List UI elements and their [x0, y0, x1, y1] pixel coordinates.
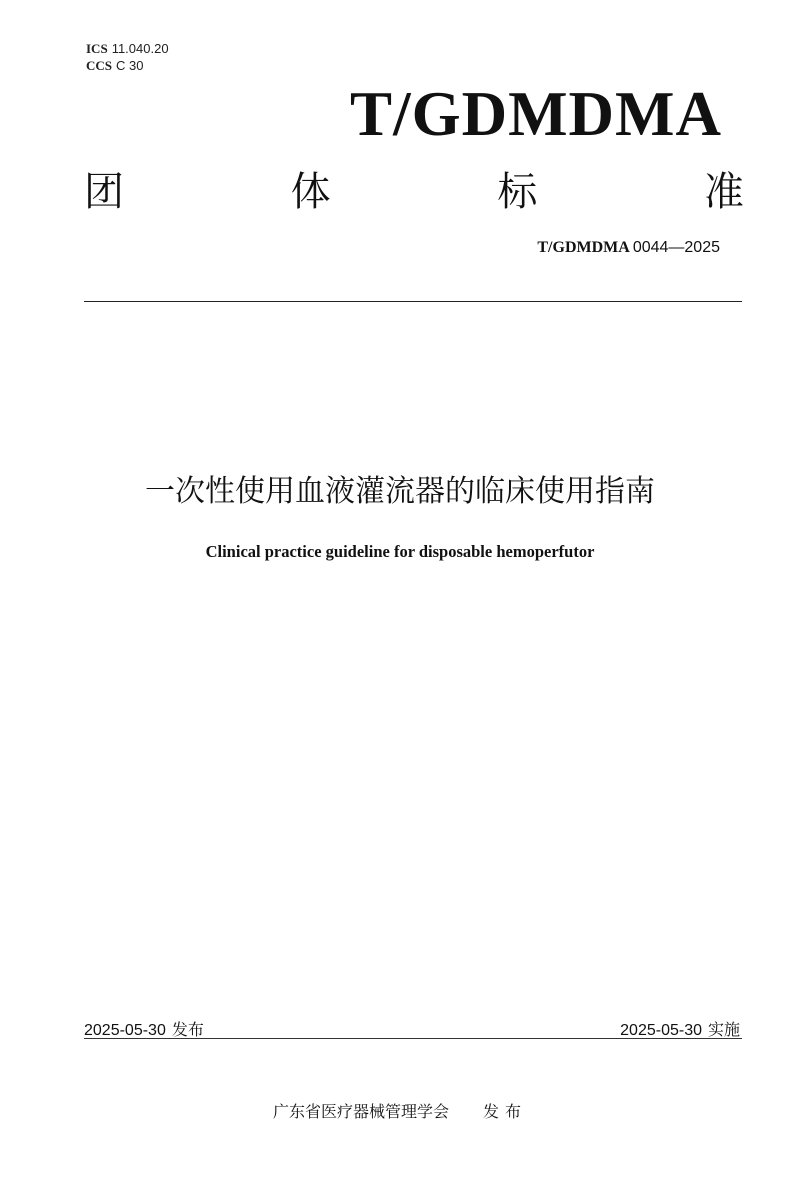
title-chinese: 一次性使用血液灌流器的临床使用指南 — [145, 474, 655, 509]
ccs-value: C 30 — [116, 58, 144, 73]
effective-date-line — [620, 1017, 740, 1040]
organization-code: T/GDMDMA — [350, 79, 722, 149]
standard-type — [84, 160, 744, 217]
issuer-name: 广东省医疗器械管理学会 — [272, 1102, 449, 1121]
header-divider — [84, 301, 742, 302]
issuer-line — [0, 1099, 800, 1122]
footer-divider — [84, 1038, 742, 1039]
ccs-code — [86, 57, 143, 74]
title-english: Clinical practice guideline for disposable hemoperfutor — [205, 542, 595, 561]
ics-label: ICS — [86, 41, 108, 56]
ics-value: 11.040.20 — [111, 41, 169, 56]
publish-date-line — [84, 1017, 204, 1040]
effective-label: 实施 — [707, 1020, 740, 1039]
publish-label: 发布 — [171, 1020, 204, 1039]
standard-type-char: 团 — [84, 169, 124, 215]
standard-number-value: 0044—2025 — [632, 239, 720, 256]
standard-number — [537, 237, 720, 257]
standard-type-char: 标 — [497, 169, 538, 215]
standard-type-char: 体 — [290, 169, 331, 215]
ccs-label: CCS — [86, 58, 113, 73]
standard-number-prefix: T/GDMDMA — [537, 239, 630, 256]
standard-type-char: 准 — [703, 169, 744, 215]
effective-date: 2025-05-30 — [620, 1022, 702, 1039]
publish-date: 2025-05-30 — [84, 1022, 166, 1039]
issuer-action: 发布 — [483, 1102, 528, 1121]
ics-code — [86, 40, 169, 57]
